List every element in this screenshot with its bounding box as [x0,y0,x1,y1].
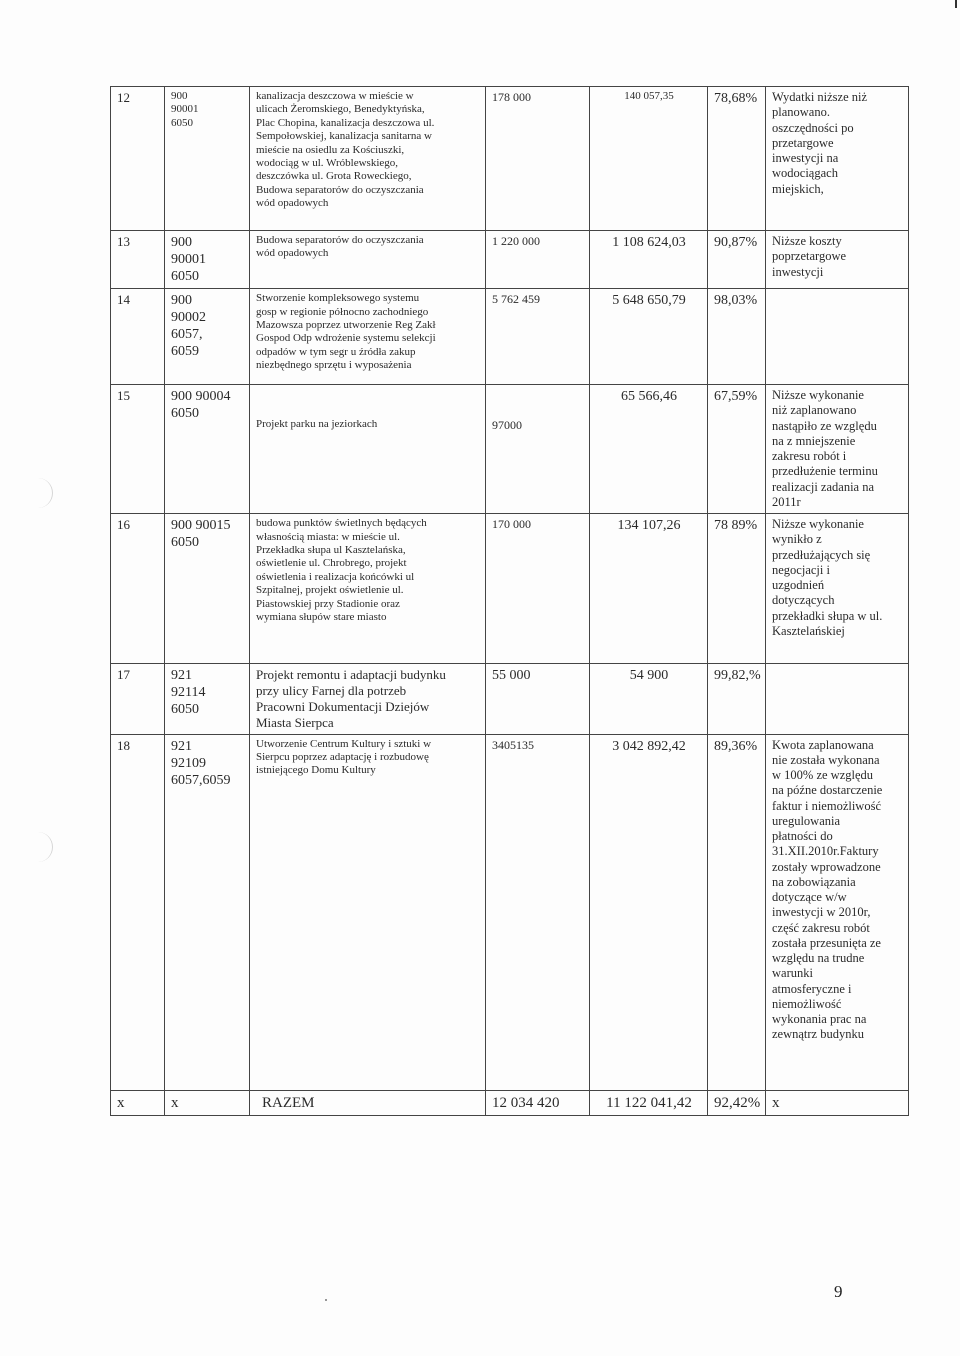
executed-amount: 140 057,35 [590,87,708,231]
classification-codes [165,231,250,289]
remarks-line: Kwota zaplanowana [772,737,874,752]
remarks [766,289,909,385]
remarks-line: Wydatki niższe niż [772,90,868,104]
task-description-line: ulicach Żeromskiego, Benedyktyńska, [256,103,425,116]
remarks-line: płatności do [772,829,833,844]
remarks-line: zewnątrz budynku [772,1027,864,1042]
remarks-line: Niższe wykonanie [772,388,864,403]
table-total [111,1090,909,1115]
row-number: 12 [111,87,165,231]
task-description-line: wymiana słupów stare miasto [256,611,387,624]
remarks-line: inwestycji na [772,151,839,165]
executed-amount: 54 900 [590,664,708,734]
planned-amount: 55 000 [486,664,590,734]
scan-edge-mark [955,0,957,8]
task-description-line: Piastowskiej przy Stadionie oraz [256,597,400,610]
classification-codes-line: 92109 [171,755,206,771]
task-description-line: budowa punktów świetlnych będących [256,517,427,530]
execution-percent: 98,03% [708,289,766,385]
row-number: 15 [111,385,165,514]
total-label: RAZEM [250,1090,486,1115]
task-description [250,87,486,231]
table-row [111,231,909,289]
row-number: 14 [111,289,165,385]
task-description-line: Budowa separatorów do oczyszczania [256,234,424,246]
remarks-line: negocjacji i [772,562,830,577]
table-row [111,385,909,514]
remarks-line: przetargowe [772,135,834,150]
classification-codes-line: 900 [171,293,192,309]
punch-hole-mark [34,478,53,508]
executed-amount: 65 566,46 [590,385,708,514]
task-description [250,734,486,1090]
row-number: 16 [111,514,165,664]
remarks-line: Niższe koszty [772,234,842,248]
remarks-line: przedłużenie terminu [772,464,878,479]
classification-codes-line: 6057,6059 [171,772,231,788]
executed-amount: 1 108 624,03 [590,231,708,289]
remarks [766,514,909,664]
executed-amount: 5 648 650,79 [590,289,708,385]
task-description-line: oświetlenie ul. Chrobrego, projekt [256,557,407,570]
remarks [766,734,909,1090]
remarks-line: inwestycji [772,264,824,279]
remarks-line: realizacji zadania na [772,479,875,494]
task-description [250,231,486,289]
remarks-line: przedłużających się [772,547,871,562]
remarks-line: inwestycji w 2010r, [772,905,871,920]
remarks-line: na późne dostarczenie [772,783,883,798]
task-description [250,289,486,385]
task-description-line: niezbędnego sprzętu i wyposażenia [256,359,412,372]
remarks-line: 2011r [772,494,801,509]
remarks-line: Niższe wykonanie [772,517,864,532]
remarks-line: poprzetargowe [772,249,847,264]
remarks-line: wynikło z [772,532,822,547]
task-description-line: przy ulicy Farnej dla potrzeb [256,683,407,699]
table-row [111,87,909,231]
classification-codes-line: 6050 [171,269,199,285]
remarks-line: wodociągach [772,166,838,181]
classification-codes [165,734,250,1090]
remarks-line: niemożliwość [772,996,842,1011]
task-description-line: kanalizacja deszczowa w mieście w [256,90,414,102]
planned-amount: 178 000 [486,87,590,231]
remarks-line: nie została wykonana [772,752,880,767]
remarks-line: planowano. [772,105,830,120]
remarks [766,87,909,231]
task-description-line: Sierpcu poprzez adaptację i rozbudowę [256,751,429,764]
planned-amount: 5 762 459 [486,289,590,385]
task-description-line: Przekładka słupa ul Kasztelańska, [256,544,406,557]
planned-amount: 3405135 [486,734,590,1090]
total-row [111,1090,909,1115]
classification-codes [165,289,250,385]
remarks-line: część zakresu robót [772,920,870,935]
table-row [111,289,909,385]
task-description-line: istniejącego Domu Kultury [256,764,376,777]
total-note: x [766,1090,909,1115]
task-description [250,664,486,734]
task-description-line: Sempołowskiej, kanalizacja sanitarna w [256,130,432,143]
classification-codes [165,385,250,514]
task-description-line: Gospod Odp wdrożenie systemu selekcji [256,332,436,345]
planned-amount: 170 000 [486,514,590,664]
table-body [111,87,909,1091]
execution-percent: 78,68% [708,87,766,231]
classification-codes [165,664,250,734]
remarks-line: uregulowania [772,813,841,828]
classification-codes-line: 921 [171,668,192,684]
total-plan: 12 034 420 [486,1090,590,1115]
remarks [766,231,909,289]
remarks-line: przekładki słupa w ul. [772,608,883,623]
task-description-line: Stworzenie kompleksowego systemu [256,292,420,305]
classification-codes-line: 6050 [171,702,199,718]
remarks-line: Kasztelańskiej [772,623,845,638]
punch-hole-mark [34,832,53,862]
total-codes: x [165,1090,250,1115]
remarks-line: względu na trudne [772,951,865,966]
classification-codes-line: 6059 [171,344,199,360]
task-description-line: mieście na osiedlu za Kościuszki, [256,143,405,156]
planned-amount: 1 220 000 [486,231,590,289]
task-description-line: Mazowsza poprzez utworzenie Reg Zakł [256,319,436,332]
classification-codes-line: 900 [171,235,192,250]
remarks-line: oszczędności po [772,120,854,135]
total-executed: 11 122 041,42 [590,1090,708,1115]
remarks-line: miejskich, [772,181,824,196]
classification-codes-line: 6050 [171,406,199,422]
remarks-line: zakresu robót i [772,449,847,464]
table-row [111,514,909,664]
remarks-line: na zobowiązania [772,874,856,889]
scan-dot [325,1299,327,1301]
execution-percent: 90,87% [708,231,766,289]
task-description-line: Projekt parku na jeziorkach [256,418,378,431]
remarks-line: dotyczące w/w [772,890,847,905]
remarks-line: została przesunięta ze [772,935,881,950]
remarks-line: na z mniejszenie [772,433,856,448]
remarks-line: uzgodnień [772,578,825,593]
table-row [111,664,909,734]
remarks-line: niż zaplanowano [772,403,857,418]
task-description-line: własnością miasta: w mieście ul. [256,530,400,543]
task-description [250,514,486,664]
classification-codes-line: 90001 [171,103,199,116]
task-description-line: oświetlenia i realizacja końcówki ul [256,570,415,583]
remarks [766,385,909,514]
execution-percent: 99,82,% [708,664,766,734]
task-description-line: Szpitalnej, projekt oświetlenie ul. [256,584,404,597]
classification-codes-line: 90001 [171,252,206,268]
total-percent: 92,42% [708,1090,766,1115]
executed-amount: 134 107,26 [590,514,708,664]
remarks-line: nastąpiło ze względu [772,418,877,433]
investment-table [110,86,909,1116]
classification-codes [165,514,250,664]
remarks-line: warunki [772,966,813,981]
remarks-line: atmosferyczne i [772,981,852,996]
table-row [111,734,909,1090]
planned-amount: 97000 [486,385,590,514]
classification-codes-line: 900 90015 [171,518,231,534]
task-description-line: Budowa separatorów do oczyszczania [256,183,424,196]
remarks-line: w 100% ze względu [772,768,874,783]
task-description [250,385,486,514]
row-number: 13 [111,231,165,289]
task-description-line: Plac Chopina, kanalizacja deszczowa ul. [256,116,435,129]
classification-codes-line: 92114 [171,685,206,701]
remarks-line: dotyczących [772,593,835,608]
task-description-line: Utworzenie Centrum Kultury i sztuki w [256,737,432,750]
row-number: 17 [111,664,165,734]
task-description-line: Projekt remontu i adaptacji budynku [256,667,446,683]
remarks [766,664,909,734]
remarks-line: faktur i niemożliwość [772,798,881,813]
task-description-line: wodociąg w ul. Wróblewskiego, [256,157,399,170]
page-number: 9 [834,1282,843,1301]
execution-percent: 78 89% [708,514,766,664]
classification-codes-line: 900 90004 [171,389,231,405]
task-description-line: Pracowni Dokumentacji Dziejów [256,698,430,714]
executed-amount: 3 042 892,42 [590,734,708,1090]
classification-codes-line: 921 [171,738,192,754]
row-number: 18 [111,734,165,1090]
classification-codes-line: 900 [171,90,188,102]
classification-codes-line: 6057, [171,327,203,343]
total-lp: x [111,1090,165,1115]
classification-codes-line: 6050 [171,116,193,129]
remarks-line: wykonania prac na [772,1012,867,1027]
task-description-line: wód opadowych [256,197,329,210]
classification-codes [165,87,250,231]
classification-codes-line: 90002 [171,310,206,326]
task-description-line: wód opadowych [256,247,329,260]
task-description-line: gosp w regionie północno zachodniego [256,305,429,318]
remarks-line: 31.XII.2010r.Faktury [772,844,879,859]
execution-percent: 89,36% [708,734,766,1090]
task-description-line: odpadów w tym segr u źródła zakup [256,345,416,358]
classification-codes-line: 6050 [171,535,199,551]
task-description-line: Miasta Sierpca [256,714,334,730]
execution-percent: 67,59% [708,385,766,514]
task-description-line: deszczówka ul. Grota Roweckiego, [256,170,412,183]
remarks-line: zostały wprowadzone [772,859,881,874]
